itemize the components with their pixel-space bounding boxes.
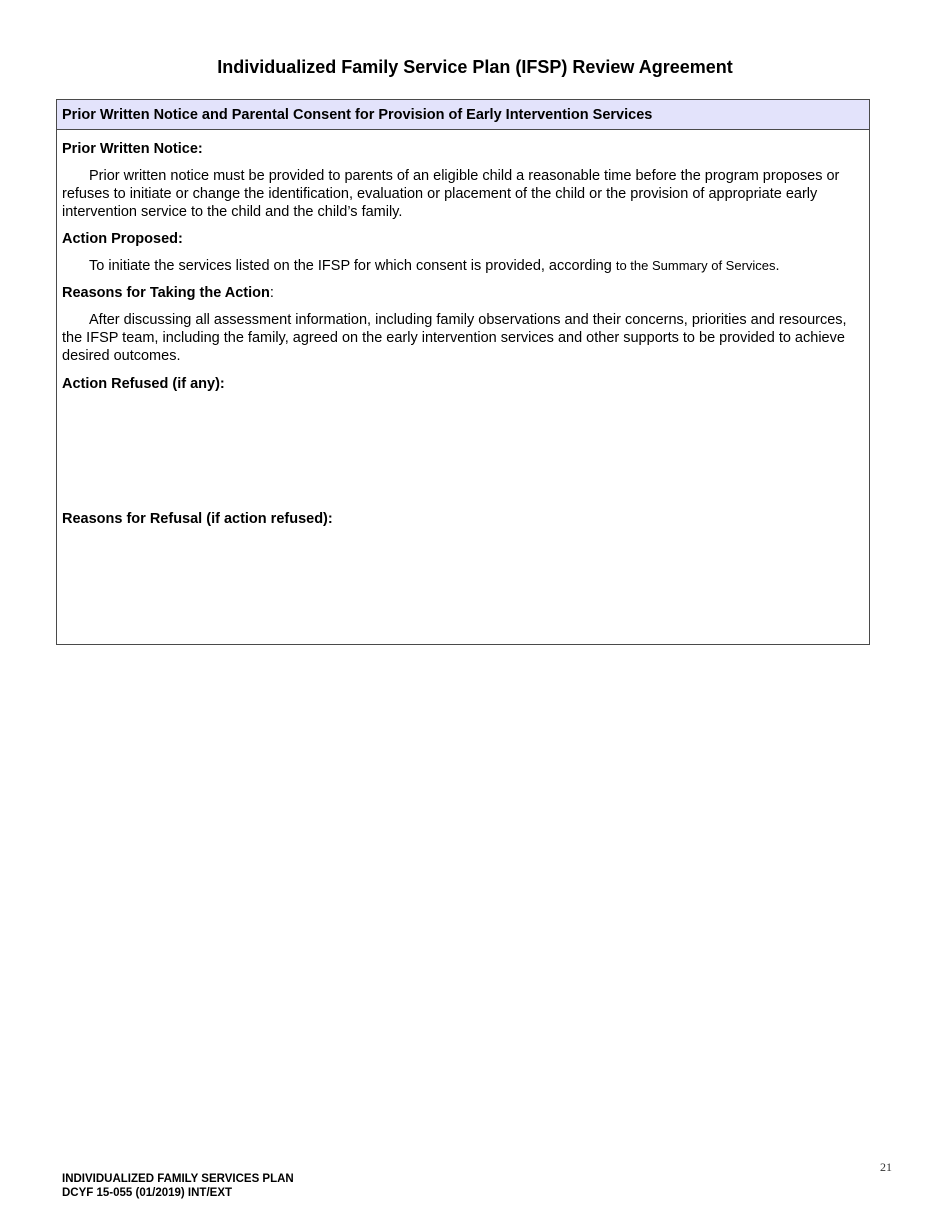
footer-form-name: INDIVIDUALIZED FAMILY SERVICES PLAN: [62, 1173, 294, 1185]
form-footer: [62, 1172, 294, 1200]
action-proposed-text-main: To initiate the services listed on the IFSP for which consent is provided, according: [89, 258, 616, 274]
prior-written-notice-text: Prior written notice must be provided to parents of an eligible child a reasonable time before the program proposes or refuses to initiate or change the identification, evaluation or placement of the child or the provision of appropriate early intervention service to the child and the child’s family.: [62, 168, 840, 220]
section-header: Prior Written Notice and Parental Consent for Provision of Early Intervention Services: [57, 100, 869, 130]
reasons-for-action-label-text: Reasons for Taking the Action: [62, 285, 270, 301]
reasons-for-action-text: After discussing all assessment information, including family observations and their concerns, priorities and resources, the IFSP team, including the family, agreed on the early intervention services and other supports to be provided to achieve desired outcomes.: [62, 312, 847, 364]
footer-form-number: DCYF 15-055 (01/2019) INT/EXT: [62, 1187, 233, 1199]
prior-written-notice-form: [56, 99, 870, 645]
action-proposed-text: [62, 257, 862, 275]
reasons-for-action-section: [62, 284, 862, 365]
action-proposed-text-end: .: [775, 258, 780, 274]
prior-written-notice-label: Prior Written Notice:: [62, 141, 203, 157]
action-refused-field[interactable]: [62, 401, 862, 501]
reasons-for-action-label: [62, 284, 862, 302]
summary-of-services-reference: to the Summary of Services: [615, 258, 776, 273]
reasons-for-refusal-section: [62, 510, 862, 635]
prior-written-notice-section: [62, 140, 862, 221]
page-number: 21: [880, 1160, 892, 1174]
reasons-for-refusal-field[interactable]: [62, 536, 862, 631]
action-refused-label: Action Refused (if any):: [62, 376, 225, 392]
action-proposed-section: [62, 230, 862, 275]
reasons-for-refusal-label: Reasons for Refusal (if action refused):: [62, 511, 333, 527]
page-title: Individualized Family Service Plan (IFSP) Review Agreement: [217, 57, 733, 77]
action-proposed-label: Action Proposed:: [62, 231, 183, 247]
reasons-for-action-label-colon: :: [269, 285, 274, 301]
action-refused-section: [62, 375, 862, 505]
